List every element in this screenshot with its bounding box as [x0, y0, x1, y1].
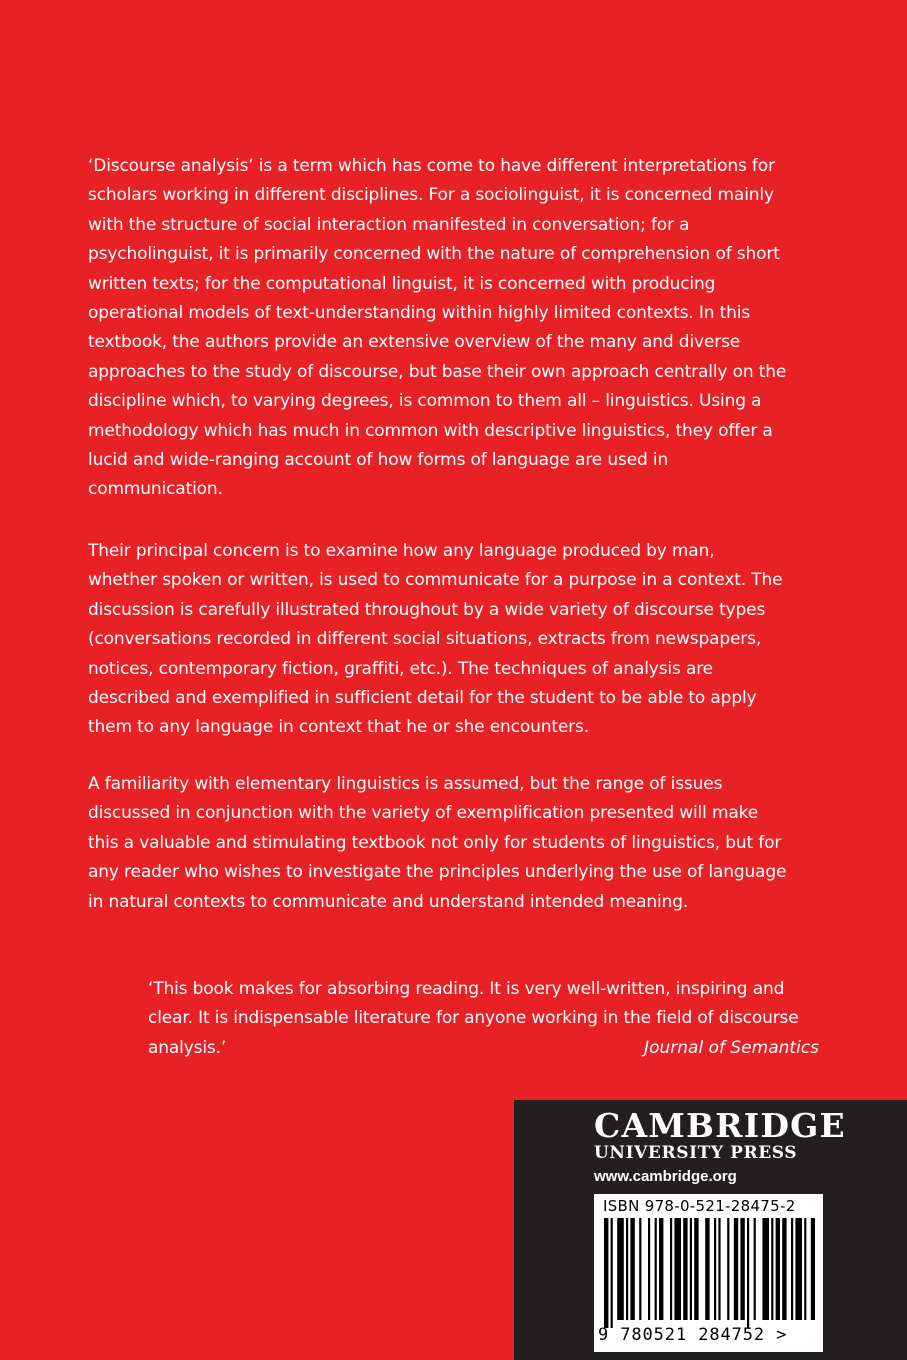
barcode-bar: [718, 1218, 720, 1320]
publisher-name: CAMBRIDGE: [594, 1106, 846, 1145]
barcode-bar: [617, 1218, 624, 1320]
barcode-bar: [630, 1218, 634, 1320]
barcode-bar: [762, 1218, 769, 1320]
barcode-bar: [626, 1218, 628, 1320]
isbn-label: ISBN 978-0-521-28475-2: [603, 1197, 796, 1215]
description-paragraph-3: A familiarity with elementary linguistics is assumed, but the range of issues discussed in conjunction with the variety of exemplification presented will make this a valuable and stimulating textbook not only for students of linguistics, but for any reader who wishes to investigate the principles underlying the use of language in natural contexts to communicate and understand intended meaning.: [88, 774, 787, 912]
barcode-bar: [705, 1218, 709, 1320]
barcode-bar: [747, 1218, 749, 1328]
barcode-bar: [714, 1218, 716, 1320]
barcode-bar: [754, 1218, 756, 1320]
barcode-bar: [611, 1218, 613, 1328]
barcode: [594, 1194, 823, 1352]
barcode-bars: [600, 1218, 815, 1328]
barcode-bar: [740, 1218, 744, 1320]
publisher-panel: [514, 1100, 907, 1360]
barcode-bar: [791, 1218, 793, 1320]
barcode-bar: [648, 1218, 650, 1320]
barcode-bar: [674, 1218, 681, 1320]
barcode-bar: [604, 1218, 608, 1328]
review-quote: ‘This book makes for absorbing reading. It is very well-written, inspiring and clear. It is indispensable literature for anyone working in the field of discourse analysis.’: [148, 979, 799, 1058]
barcode-bar: [804, 1218, 806, 1320]
barcode-bar: [776, 1218, 780, 1320]
description-paragraph-2: Their principal concern is to examine how any language produced by man, whether spoken or written, is used to communicate for a purpose in a context. The discussion is carefully illustrated throughout by a wide variety of discourse types (conversations recorded in different social situations, extracts from newspapers, notices, contemporary fiction, graffiti, etc.). The techniques of analysis are described and exemplified in sufficient detail for the student to be able to apply them to any language in context that he or she encounters.: [88, 541, 783, 738]
description-paragraph-1: ‘Discourse analysis’ is a term which has come to have different interpretations for scholars working in different disciplines. For a sociolinguist, it is concerned mainly with the structure of social interaction manifested in conversation; for a psycholinguist, it is primarily concerned with the nature of comprehension of short written texts; for the computational linguist, it is concerned with producing operational models of text-understanding within highly limited contexts. In this textbook, the authors provide an extensive overview of the many and diverse approaches to the study of discourse, but base their own approach centrally on the discipline which, to varying degrees, is common to them all – linguistics. Using a methodology which has much in common with descriptive linguistics, they offer a lucid and wide-ranging account of how forms of language are used in communication.: [88, 156, 787, 500]
barcode-bar: [727, 1218, 729, 1320]
publisher-subname: UNIVERSITY PRESS: [594, 1143, 798, 1163]
publisher-url: www.cambridge.org: [594, 1168, 737, 1185]
barcode-bar: [639, 1218, 641, 1320]
barcode-bar: [694, 1218, 698, 1320]
barcode-bar: [734, 1218, 738, 1320]
barcode-bar: [655, 1218, 657, 1320]
barcode-digits: 9 780521 284752 >: [598, 1325, 788, 1345]
barcode-bar: [811, 1218, 815, 1320]
barcode-bar: [690, 1218, 692, 1320]
barcode-bar: [683, 1218, 687, 1320]
barcode-bar: [659, 1218, 663, 1320]
barcode-bar: [771, 1218, 773, 1320]
barcode-bar: [670, 1218, 672, 1320]
barcode-bar: [782, 1218, 786, 1320]
barcode-bar: [795, 1218, 802, 1320]
review-source: Journal of Semantics: [644, 1038, 819, 1058]
